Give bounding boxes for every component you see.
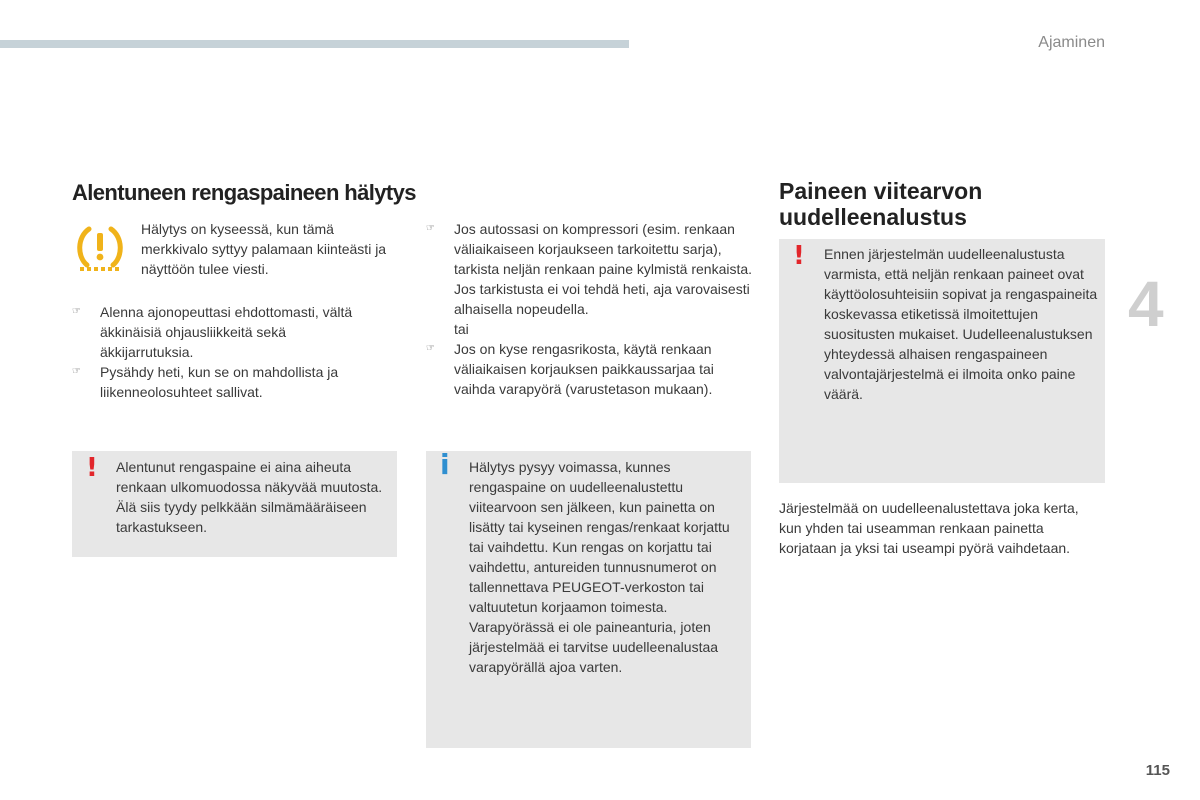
info-text-spare-wheel: Varapyörässä ei ole paineanturia, joten järjestelmää ei tarvitse uudelleenalustaa varapyörällä ajoa varten.: [469, 619, 719, 675]
bullet-text: Alenna ajonopeuttasi ehdottomasti, vältä äkkinäisiä ohjausliikkeitä sekä äkkijarrutuksia.: [100, 304, 353, 360]
right-paragraph: Järjestelmää on uudelleenalustettava joka kerta, kun yhden tai useamman renkaan painetta korjataan ja yksi tai useampi pyörä vaihdetaan.: [779, 500, 1079, 556]
list-item: [72, 362, 372, 402]
section-label: Ajaminen: [1038, 34, 1105, 51]
left-warning-text: Alentunut rengaspaine ei aina aiheuta renkaan ulkomuodossa näkyvää muutosta. Älä siis tyydy pelkkään silmämääräiseen tarkastukseen.: [116, 459, 383, 535]
bullet-icon: ☞: [72, 366, 81, 377]
right-warning-box: [779, 239, 1105, 483]
or-text: tai: [454, 321, 469, 337]
right-heading: Paineen viitearvon uudelleenalustus: [779, 178, 983, 230]
left-heading: Alentuneen rengaspaineen hälytys: [72, 180, 416, 205]
info-box-body: [469, 457, 739, 677]
header-bar: [0, 40, 629, 48]
bullet-icon: ☞: [426, 343, 435, 354]
list-item: [426, 219, 756, 279]
bullet-icon: ☞: [426, 223, 435, 234]
right-warning-text: Ennen järjestelmän uudelleenalustusta varmista, että neljän renkaan paineet ovat käyttöolosuhteisiin sopivat ja rengaspaineita koskevassa etiketissä ilmoitettujen suositusten mukaiset. Uudelleenalustuksen yhteydessä alhaisen rengaspaineen valvontajärjestelmä ei ilmoita onko paine väärä.: [824, 246, 1098, 402]
intro-text: Hälytys on kyseessä, kun tämä merkkivalo syttyy palamaan kiinteästi ja näyttöön tulee viesti.: [141, 221, 387, 277]
info-text: Hälytys pysyy voimassa, kunnes rengaspaine on uudelleenalustettu viitearvoon sen jälkeen, kun painetta on lisätty tai kyseinen rengas/renkaat korjattu tai vaihdettu. Kun rengas on korjattu tai vaihdettu, antureiden tunnusnumerot on tallennettava PEUGEOT-verkoston tai valtuutetun korjaamon toimesta.: [469, 459, 730, 615]
bullet-text: Jos on kyse rengasrikosta, käytä renkaan väliaikaisen korjauksen paikkaussarjaa tai vaihda varapyörä (varustetason mukaan).: [454, 341, 714, 397]
exclamation-icon: !: [86, 453, 98, 483]
bullet-text: Jos autossasi on kompressori (esim. renkaan väliaikaiseen korjaukseen tarkoitettu sarja), tarkista neljän renkaan paine kylmistä renkaista.: [454, 221, 753, 277]
info-box: [426, 448, 751, 748]
left-warning-box: [72, 451, 397, 557]
tire-pressure-warning-icon: [74, 223, 126, 275]
bullet-icon: ☞: [72, 306, 81, 317]
exclamation-icon: !: [793, 241, 805, 271]
bullet-text: Pysähdy heti, kun se on mahdollista ja liikenneolosuhteet sallivat.: [100, 364, 339, 400]
page-number: 115: [1145, 762, 1170, 779]
chapter-number: 4: [1128, 268, 1164, 340]
left-bullet-list: [72, 302, 372, 402]
info-icon: i: [440, 448, 450, 481]
list-item: [426, 339, 756, 399]
list-item: [72, 302, 372, 362]
middle-bullet-list: [426, 219, 756, 399]
followup-text: Jos tarkistusta ei voi tehdä heti, aja varovaisesti alhaisella nopeudella.: [454, 281, 750, 317]
